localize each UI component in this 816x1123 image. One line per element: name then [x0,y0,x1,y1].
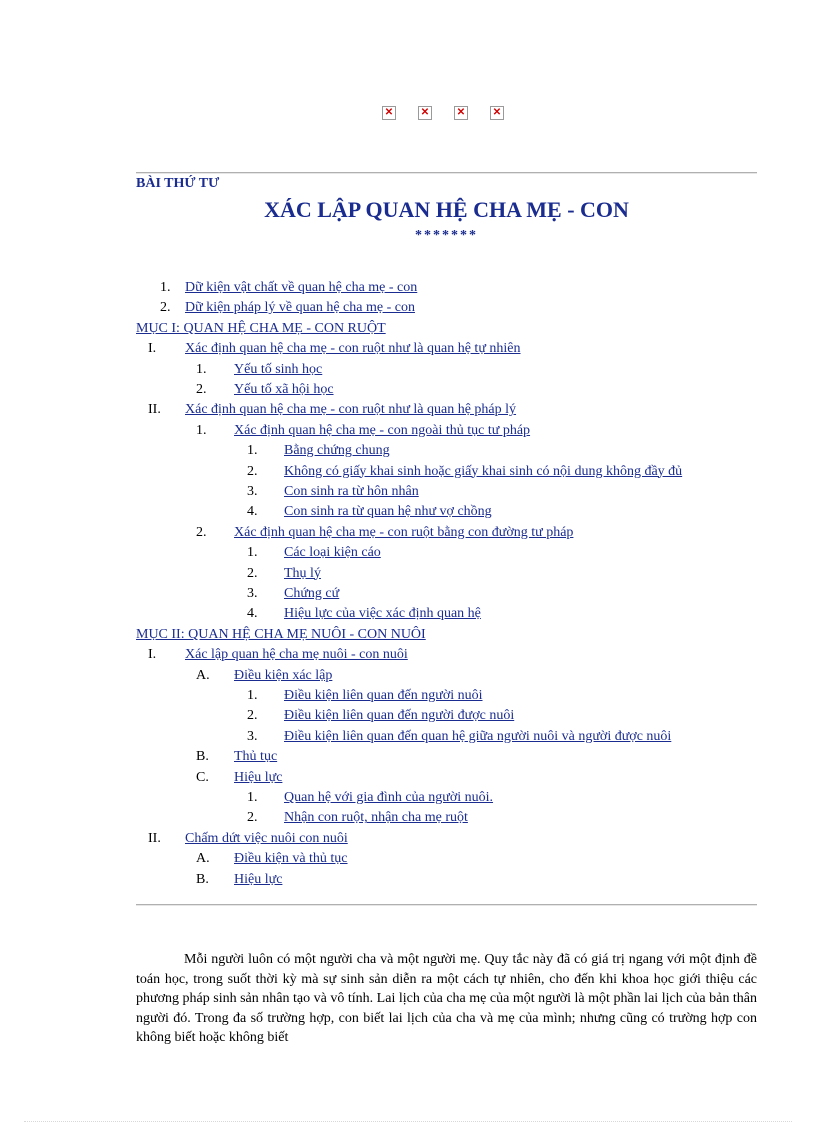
body-paragraph: Mỗi người luôn có một người cha và một người mẹ. Quy tắc này đã có giá trị ngang với một định đề toán học, trong suốt thời kỳ mà sự sinh sản diễn ra một cách tự nhiên, cho đến khi khoa học giới thiệu các phương pháp sinh sản nhân tạo và vô tính. Lai lịch của cha mẹ của một người là một phần lai lịch của bản thân người đó. Trong đa số trường hợp, con biết lai lịch của cha và mẹ của mình; nhưng cũng có trường hợp con không biết hoặc không biết [136,952,757,1045]
toc-link[interactable]: Không có giấy khai sinh hoặc giấy khai sinh có nội dung không đầy đủ [284,463,683,479]
toc-link[interactable]: Bằng chứng chung [284,443,390,459]
toc-number: 4. [247,606,258,622]
toc-link[interactable]: Dữ kiện vật chất về quan hệ cha mẹ - con [185,280,418,295]
toc-link[interactable]: Xác lập quan hệ cha mẹ nuôi - con nuôi [185,647,408,663]
broken-image-icon: ✕ [490,106,504,120]
toc-number: 2. [196,382,207,397]
toc-link[interactable]: Xác định quan hệ cha mẹ - con ruột bằng con đường tư pháp [234,524,574,540]
toc-link[interactable]: Thủ tục [234,749,278,765]
toc-number: 2. [247,810,258,826]
broken-image-icon: ✕ [382,106,396,120]
broken-image-icon: ✕ [454,106,468,120]
toc-number: A. [196,667,210,683]
toc-number: C. [196,769,209,785]
toc-number: 1. [247,790,258,805]
toc-link[interactable]: Xác định quan hệ cha mẹ - con ruột như là quan hệ pháp lý [185,402,517,418]
toc-link[interactable]: Xác định quan hệ cha mẹ - con ruột như là quan hệ tự nhiên [185,341,521,357]
page-bottom-border [24,1121,792,1122]
toc-number: 3. [247,586,258,601]
page-title: XÁC LẬP QUAN HỆ CHA MẸ - CON [264,197,629,222]
toc-link[interactable]: Chấm dứt việc nuôi con nuôi [185,830,348,846]
toc-number: 3. [247,484,258,499]
broken-image-row [382,106,504,120]
toc-link[interactable]: Điều kiện liên quan đến người được nuôi [284,708,515,724]
toc-number: 4. [247,504,258,520]
toc-number: B. [196,871,209,887]
toc-link[interactable]: Điều kiện liên quan đến quan hệ giữa người nuôi và người được nuôi [284,728,672,744]
lesson-label: BÀI THỨ TƯ [136,176,220,191]
toc-link[interactable]: Yếu tố sinh học [234,361,323,377]
toc-number: 2. [160,300,171,316]
toc-link[interactable]: Điều kiện liên quan đến người nuôi [284,688,483,703]
toc-link[interactable]: Điều kiện và thủ tục [234,851,348,867]
toc-number: 1. [196,422,207,438]
toc-number: 3. [247,728,258,744]
toc-link[interactable]: Hiệu lực [234,871,283,887]
toc-section-link[interactable]: MỤC II: QUAN HỆ CHA MẸ NUÔI - CON NUÔI [136,626,426,642]
toc-number: 1. [196,361,207,377]
toc-link[interactable]: Dữ kiện pháp lý về quan hệ cha mẹ - con [185,300,415,316]
toc-number: I. [148,647,157,663]
toc-link[interactable]: Chứng cứ [284,586,340,601]
toc-number: 2. [196,524,207,540]
toc-number: A. [196,851,210,867]
toc-number: 1. [247,688,258,703]
toc-link[interactable]: Thụ lý [284,565,321,581]
toc-number: B. [196,749,209,765]
toc-link[interactable]: Hiệu lực [234,769,283,785]
toc-link[interactable]: Nhận con ruột, nhận cha mẹ ruột [284,810,468,826]
toc-link[interactable]: Con sinh ra từ hôn nhân [284,484,419,499]
toc-link[interactable]: Yếu tố xã hội học [234,382,334,397]
toc-link[interactable]: Các loại kiện cáo [284,545,381,561]
toc-number: I. [148,341,157,357]
toc-link[interactable]: Quan hệ với gia đình của người nuôi. [284,790,494,805]
toc-number: 1. [247,443,258,459]
toc-link[interactable]: Hiệu lực của việc xác định quan hệ [284,606,481,622]
toc-number: II. [148,402,161,418]
toc-number: 2. [247,463,258,479]
horizontal-rule-top [136,172,757,174]
toc-section-link[interactable]: MỤC I: QUAN HỆ CHA MẸ - CON RUỘT [136,320,386,336]
toc-link[interactable]: Điều kiện xác lập [234,667,333,683]
horizontal-rule-bottom [136,904,757,906]
broken-image-icon: ✕ [418,106,432,120]
toc-link[interactable]: Con sinh ra từ quan hệ như vợ chồng [284,504,492,520]
toc-number: 2. [247,708,258,724]
toc-link[interactable]: Xác định quan hệ cha mẹ - con ngoài thủ tục tư pháp [234,422,531,438]
toc-number: 1. [160,280,171,295]
toc-number: II. [148,830,161,846]
toc-number: 2. [247,565,258,581]
title-decoration: ******* [415,228,478,243]
toc-number: 1. [247,545,258,561]
